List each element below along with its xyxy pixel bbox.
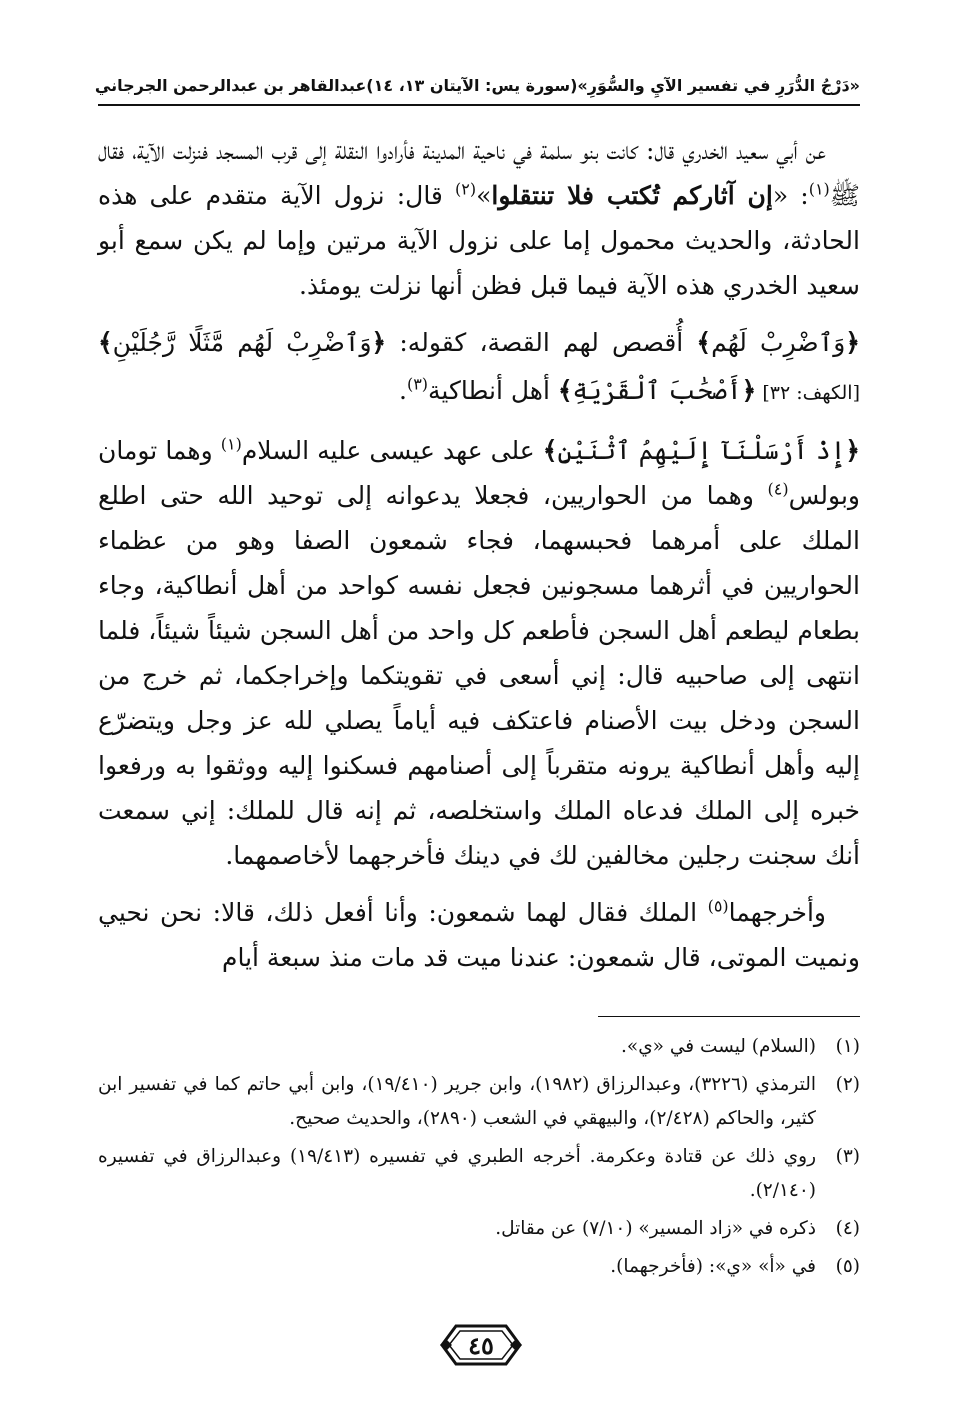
text-run: ويتضرّع إليه وأهل أنطاكية يرونه متقرباً إلى أصنامهم فسكنوا إليه ووثقوا به ورفعوا خبره إلى الملك فدعاه الملك واستخلصه، ثم إنه قال للملك: إني سمعت أنك سجنت رجلين مخالفين لك في دينك فأخرجهما لأخاصمهما. xyxy=(98,706,860,870)
quran-quote: وَٱضْرِبْ لَهُم مَّثَلًا رَّجُلَيْنِ xyxy=(112,328,372,357)
footnote-3 xyxy=(98,1140,860,1208)
header-author: عبدالقاهر بن عبدالرحمن الجرجاني xyxy=(94,75,367,95)
paragraph-2 xyxy=(98,320,860,416)
text-run: عن أبي سعيد الخدري قال: كانت بنو سلمة في ناحية المدينة فأرادوا النقلة إلى قرب المسجد فنزلت الآية، فقال xyxy=(98,136,826,165)
quran-quote: أَصْحَٰبَ ٱلْقَرْيَةِ xyxy=(572,376,742,405)
footnote-4 xyxy=(98,1212,860,1246)
footnote-text: روي ذلك عن قتادة وعكرمة. أخرجه الطبري في تفسيره (١٩/٤١٣) وعبدالرزاق في تفسيره (٢/١٤٠). xyxy=(98,1146,817,1201)
footnote-number: (١) xyxy=(835,1036,860,1057)
main-text xyxy=(98,128,860,992)
ornate-brace: ﴾ xyxy=(98,328,113,357)
header-book-title: «دَرْجُ الدُّرَرِ في تفسير الآيِ والسُّوَرِ» xyxy=(577,75,860,95)
text-run: أُقصص لهم القصة، كقوله: xyxy=(386,328,697,357)
sura-reference: [الكهف: ٣٢] xyxy=(756,382,860,404)
page-number: ٤٥ xyxy=(468,1330,494,1360)
honorific-glyph: ﷺ xyxy=(829,181,860,210)
footnote-1 xyxy=(98,1030,860,1064)
glorification-glyph: عز وجل xyxy=(186,706,273,735)
ornate-brace: ﴿ xyxy=(845,328,860,357)
paragraph-4 xyxy=(98,890,860,980)
footnote-number: (٥) xyxy=(835,1256,860,1277)
text-run: » xyxy=(476,181,492,210)
footnote-ref-5[interactable]: (٥) xyxy=(707,896,729,916)
ornate-brace: ﴾ xyxy=(696,328,712,357)
quran-quote: إِذْ أَرْسَلْنَآ إِلَيْهِمُ ٱثْنَيْنِ xyxy=(557,436,846,465)
footnote-ref-4[interactable]: (٤) xyxy=(767,479,789,499)
paragraph-1 xyxy=(98,128,860,308)
text-run: على عهد عيسى xyxy=(361,436,543,465)
ornate-brace: ﴿ xyxy=(371,328,387,357)
text-run: وهما تومان وبولس xyxy=(98,436,860,510)
hadith-quote: إن آثاركم تُكتب فلا تنتقلوا xyxy=(491,181,773,210)
text-run: . xyxy=(398,376,407,405)
footnote-ref-1[interactable]: (١) xyxy=(808,179,830,199)
text-run: أهل أنطاكية xyxy=(428,376,558,405)
footnote-number: (٣) xyxy=(835,1146,860,1167)
footnote-text: الترمذي (٣٢٢٦)، وعبدالرزاق (١٩٨٢)، وابن جرير (١٩/٤١٠)، وابن أبي حاتم كما في تفسير ابن كثير، والحاكم (٢/٤٢٨)، والبيهقي في الشعب (٢٨٩٠)، والحديث صحيح. xyxy=(98,1074,816,1129)
running-header xyxy=(94,70,860,100)
header-sura-reference: (سورة يس: الآيتان ١٣، ١٤) xyxy=(366,75,578,95)
footnote-text: (السلام) ليست في «ي». xyxy=(621,1036,816,1057)
text-run: وهما من الحواريين، فجعلا يدعوانه إلى توحيد الله حتى اطلع الملك على أمرهما فحبسهما، فجاء شمعون الصفا وهو من عظماء الحواريين في أثرهما مسجونين فجعل نفسه كواحد من أهل أنطاكية، وجاء بطعام ليطعم أهل السجن فأطعم كل واحد من أهل السجن شيئاً شيئاً، فلما انتهى إلى صاحبيه قال: إني أسعى في تقويتكما وإخراجكما، ثم خرج من السجن ودخل بيت الأصنام فاعتكف فيه أياماً يصلي لله xyxy=(98,481,860,735)
footnotes xyxy=(98,1030,860,1288)
footnote-ref-2[interactable]: (٢) xyxy=(455,179,477,199)
footnote-ref-1[interactable]: (١) xyxy=(220,434,242,454)
text-run: : « xyxy=(772,181,809,210)
page-number-ornament xyxy=(440,1322,522,1368)
footnote-divider xyxy=(598,1016,860,1017)
footnote-ref-3[interactable]: (٣) xyxy=(406,374,429,394)
footnote-2 xyxy=(98,1068,860,1136)
ornate-brace: ﴾ xyxy=(542,436,558,465)
ornate-brace: ﴾ xyxy=(557,376,573,405)
footnote-5 xyxy=(98,1250,860,1284)
footnote-text: ذكره في «زاد المسير» (٧/١٠) عن مقاتل. xyxy=(495,1218,816,1239)
ornate-brace: ﴿ xyxy=(741,376,757,405)
text-run: قال: نزول الآية متقدم على هذه الحادثة، والحديث محمول إما على نزول الآية مرتين وإما لم يكن سمع أبو سعيد الخدري هذه الآية فيما قبل فظن أنها نزلت يومئذ. xyxy=(98,181,860,300)
footnote-number: (٤) xyxy=(835,1218,860,1239)
footnote-text: في «أ» «ي»: (فأخرجهما). xyxy=(610,1256,816,1277)
quran-quote: وَٱضْرِبْ لَهُم xyxy=(711,328,846,357)
text-run: وأخرجهما xyxy=(728,898,826,927)
honorific-glyph: عليه السلام xyxy=(241,436,362,465)
header-divider xyxy=(98,104,860,106)
ornate-brace: ﴿ xyxy=(845,436,861,465)
text-run: الملك فقال لهما شمعون: وأنا أفعل ذلك، قالا: نحن نحيي ونميت الموتى، قال شمعون: عندنا ميت قد مات منذ سبعة أيام xyxy=(98,898,860,972)
paragraph-3 xyxy=(98,428,860,878)
footnote-number: (٢) xyxy=(835,1074,860,1095)
